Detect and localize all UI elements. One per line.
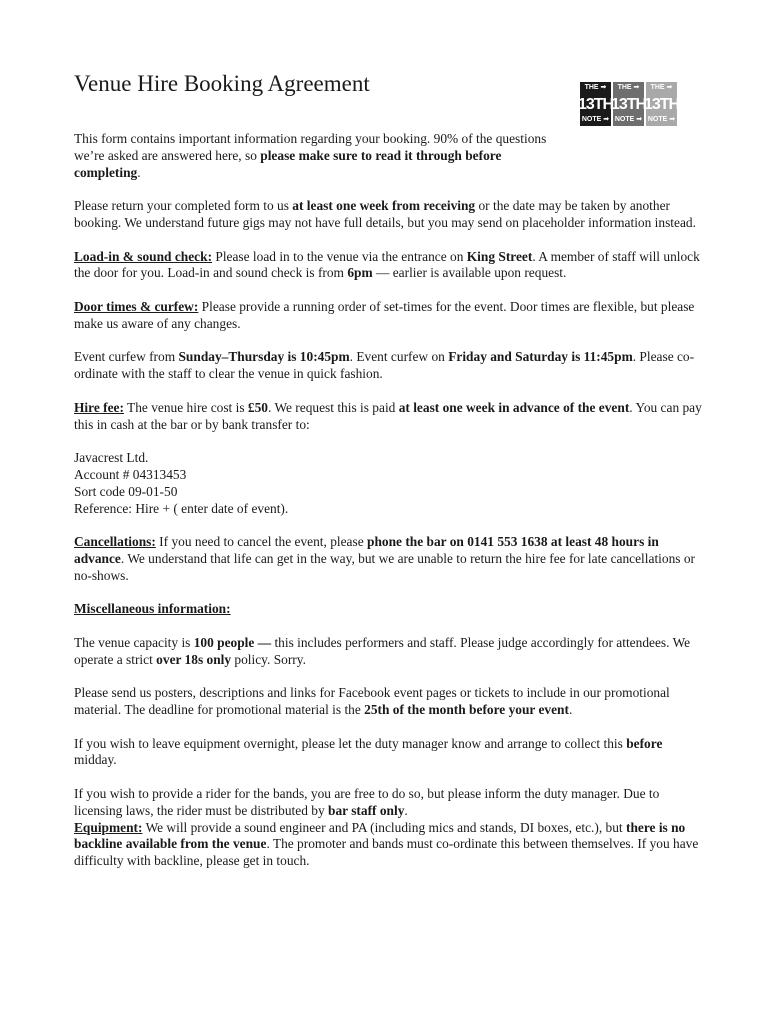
text-run: We will provide a sound engineer and PA (including mics and stands, DI boxes, etc.), but bbox=[142, 819, 626, 835]
text-run: If you wish to provide a rider for the bands, you are free to do so, but please inform the duty manager. Due to licensing laws, the rider must be distributed by bbox=[74, 786, 660, 818]
logo-bottom-text: NOTE ➡ bbox=[647, 116, 676, 123]
logo-top-text: THE ➡ bbox=[617, 84, 640, 91]
text-run: Please send us posters, descriptions and links for Facebook event pages or tickets to include in our promotional material. The deadline for promotional material is the bbox=[74, 685, 670, 718]
bold-run: 6pm bbox=[347, 265, 373, 281]
bold-run: at least one week in advance of the event bbox=[398, 399, 630, 415]
text-run: . We request this is paid bbox=[268, 399, 399, 415]
cancellations-paragraph bbox=[74, 534, 704, 584]
logo-tile-1 bbox=[577, 82, 614, 126]
text-run: . bbox=[404, 802, 408, 818]
text-run: . We understand that life can get in the way, but we are unable to return the hire fee for late cancellations or no-shows. bbox=[74, 550, 695, 583]
text-run: Please return your completed form to us bbox=[74, 198, 293, 214]
logo-top-text: THE ➡ bbox=[584, 84, 607, 91]
bold-run: Friday and Saturday is 11:45pm bbox=[448, 349, 633, 365]
bank-account: Account # 04313453 bbox=[74, 466, 187, 482]
text-run: . A member of staff will unlock the door for you. Load-in and sound check is from bbox=[74, 248, 700, 281]
rider-paragraph bbox=[74, 786, 704, 820]
document-body bbox=[74, 131, 704, 887]
text-run: . The promoter and bands must co-ordinate this between themselves. If you have difficulty with backline, please get in touch. bbox=[74, 836, 699, 869]
hire-fee-paragraph bbox=[74, 400, 704, 434]
text-run: Please provide a running order of set-times for the event. Door times are flexible, but please make us aware of any changes. bbox=[74, 298, 695, 331]
text-run: Please load in to the venue via the entrance on bbox=[212, 248, 467, 264]
bold-run: please make sure to read it through before completing bbox=[74, 147, 502, 180]
capacity-paragraph bbox=[74, 635, 704, 669]
logo-number: 13TH bbox=[643, 95, 680, 113]
text-run: . bbox=[568, 702, 573, 718]
bank-sort-code: Sort code 09-01-50 bbox=[74, 483, 178, 499]
text-run: midday. bbox=[74, 752, 117, 768]
section-heading: Door times & curfew: bbox=[74, 298, 199, 314]
return-form-paragraph bbox=[74, 198, 704, 232]
door-times-paragraph bbox=[74, 299, 704, 333]
text-run: . Event curfew on bbox=[349, 349, 449, 365]
misc-heading-paragraph bbox=[74, 601, 704, 618]
document-title: Venue Hire Booking Agreement bbox=[74, 71, 370, 96]
text-run: this includes performers and staff. Please judge accordingly for attendees. We operate a strict bbox=[74, 634, 691, 667]
text-run: If you wish to leave equipment overnight, please let the duty manager know and arrange to collect this bbox=[74, 735, 627, 751]
load-in-paragraph bbox=[74, 249, 704, 283]
bold-run: there is no backline available from the venue bbox=[74, 819, 686, 852]
section-heading: Miscellaneous information: bbox=[74, 601, 231, 617]
bold-run: at least one week from receiving bbox=[292, 198, 476, 214]
bank-company: Javacrest Ltd. bbox=[74, 450, 149, 466]
text-run: or the date may be taken by another booking. We understand future gigs may not have full details, but you may send on placeholder information instead. bbox=[74, 198, 696, 230]
text-run: The venue capacity is bbox=[74, 634, 194, 650]
text-run: . bbox=[137, 164, 141, 180]
bold-run: 25th of the month before your event bbox=[364, 702, 569, 718]
text-run: If you need to cancel the event, please bbox=[155, 534, 368, 550]
logo-number: 13TH bbox=[610, 95, 647, 113]
logo-bottom-text: NOTE ➡ bbox=[614, 116, 643, 123]
venue-logo bbox=[577, 82, 680, 126]
text-run: This form contains important information regarding your booking. 90% of the questions we’re asked are answered here, so bbox=[74, 131, 547, 163]
section-heading: Hire fee: bbox=[74, 399, 124, 415]
promo-paragraph bbox=[74, 685, 704, 719]
text-run: The venue hire cost is bbox=[123, 399, 248, 415]
bold-run: £50 bbox=[247, 399, 268, 415]
logo-bottom-text: NOTE ➡ bbox=[581, 116, 610, 123]
logo-top-text: THE ➡ bbox=[650, 84, 673, 91]
text-run: policy. Sorry. bbox=[231, 651, 306, 667]
equipment-paragraph bbox=[74, 820, 704, 870]
section-heading: Equipment: bbox=[74, 819, 143, 835]
curfew-paragraph bbox=[74, 349, 704, 383]
bold-run: over 18s only bbox=[156, 651, 232, 667]
logo-number: 13TH bbox=[577, 95, 614, 113]
bold-run: King Street bbox=[466, 248, 533, 264]
bold-run: Sunday–Thursday is 10:45pm bbox=[178, 349, 350, 365]
bank-details bbox=[74, 450, 704, 517]
equipment-overnight-paragraph bbox=[74, 736, 704, 770]
text-run: . Please co-ordinate with the staff to clear the venue in quick fashion. bbox=[74, 349, 695, 382]
bank-reference: Reference: Hire + ( enter date of event). bbox=[74, 500, 289, 516]
bold-run: 100 people — bbox=[193, 634, 272, 650]
bold-run: before bbox=[626, 735, 663, 751]
bold-run: bar staff only bbox=[328, 802, 405, 818]
text-run: — earlier is available upon request. bbox=[372, 265, 567, 281]
text-run: Event curfew from bbox=[74, 349, 179, 365]
bold-run: phone the bar on 0141 553 1638 at least 48 hours in advance bbox=[74, 534, 659, 566]
logo-tile-2 bbox=[610, 82, 647, 126]
text-run: . You can pay this in cash at the bar or by bank transfer to: bbox=[74, 399, 702, 432]
intro-paragraph bbox=[74, 131, 564, 181]
section-heading: Cancellations: bbox=[74, 534, 156, 550]
section-heading: Load-in & sound check: bbox=[74, 248, 213, 264]
logo-tile-3 bbox=[643, 82, 680, 126]
